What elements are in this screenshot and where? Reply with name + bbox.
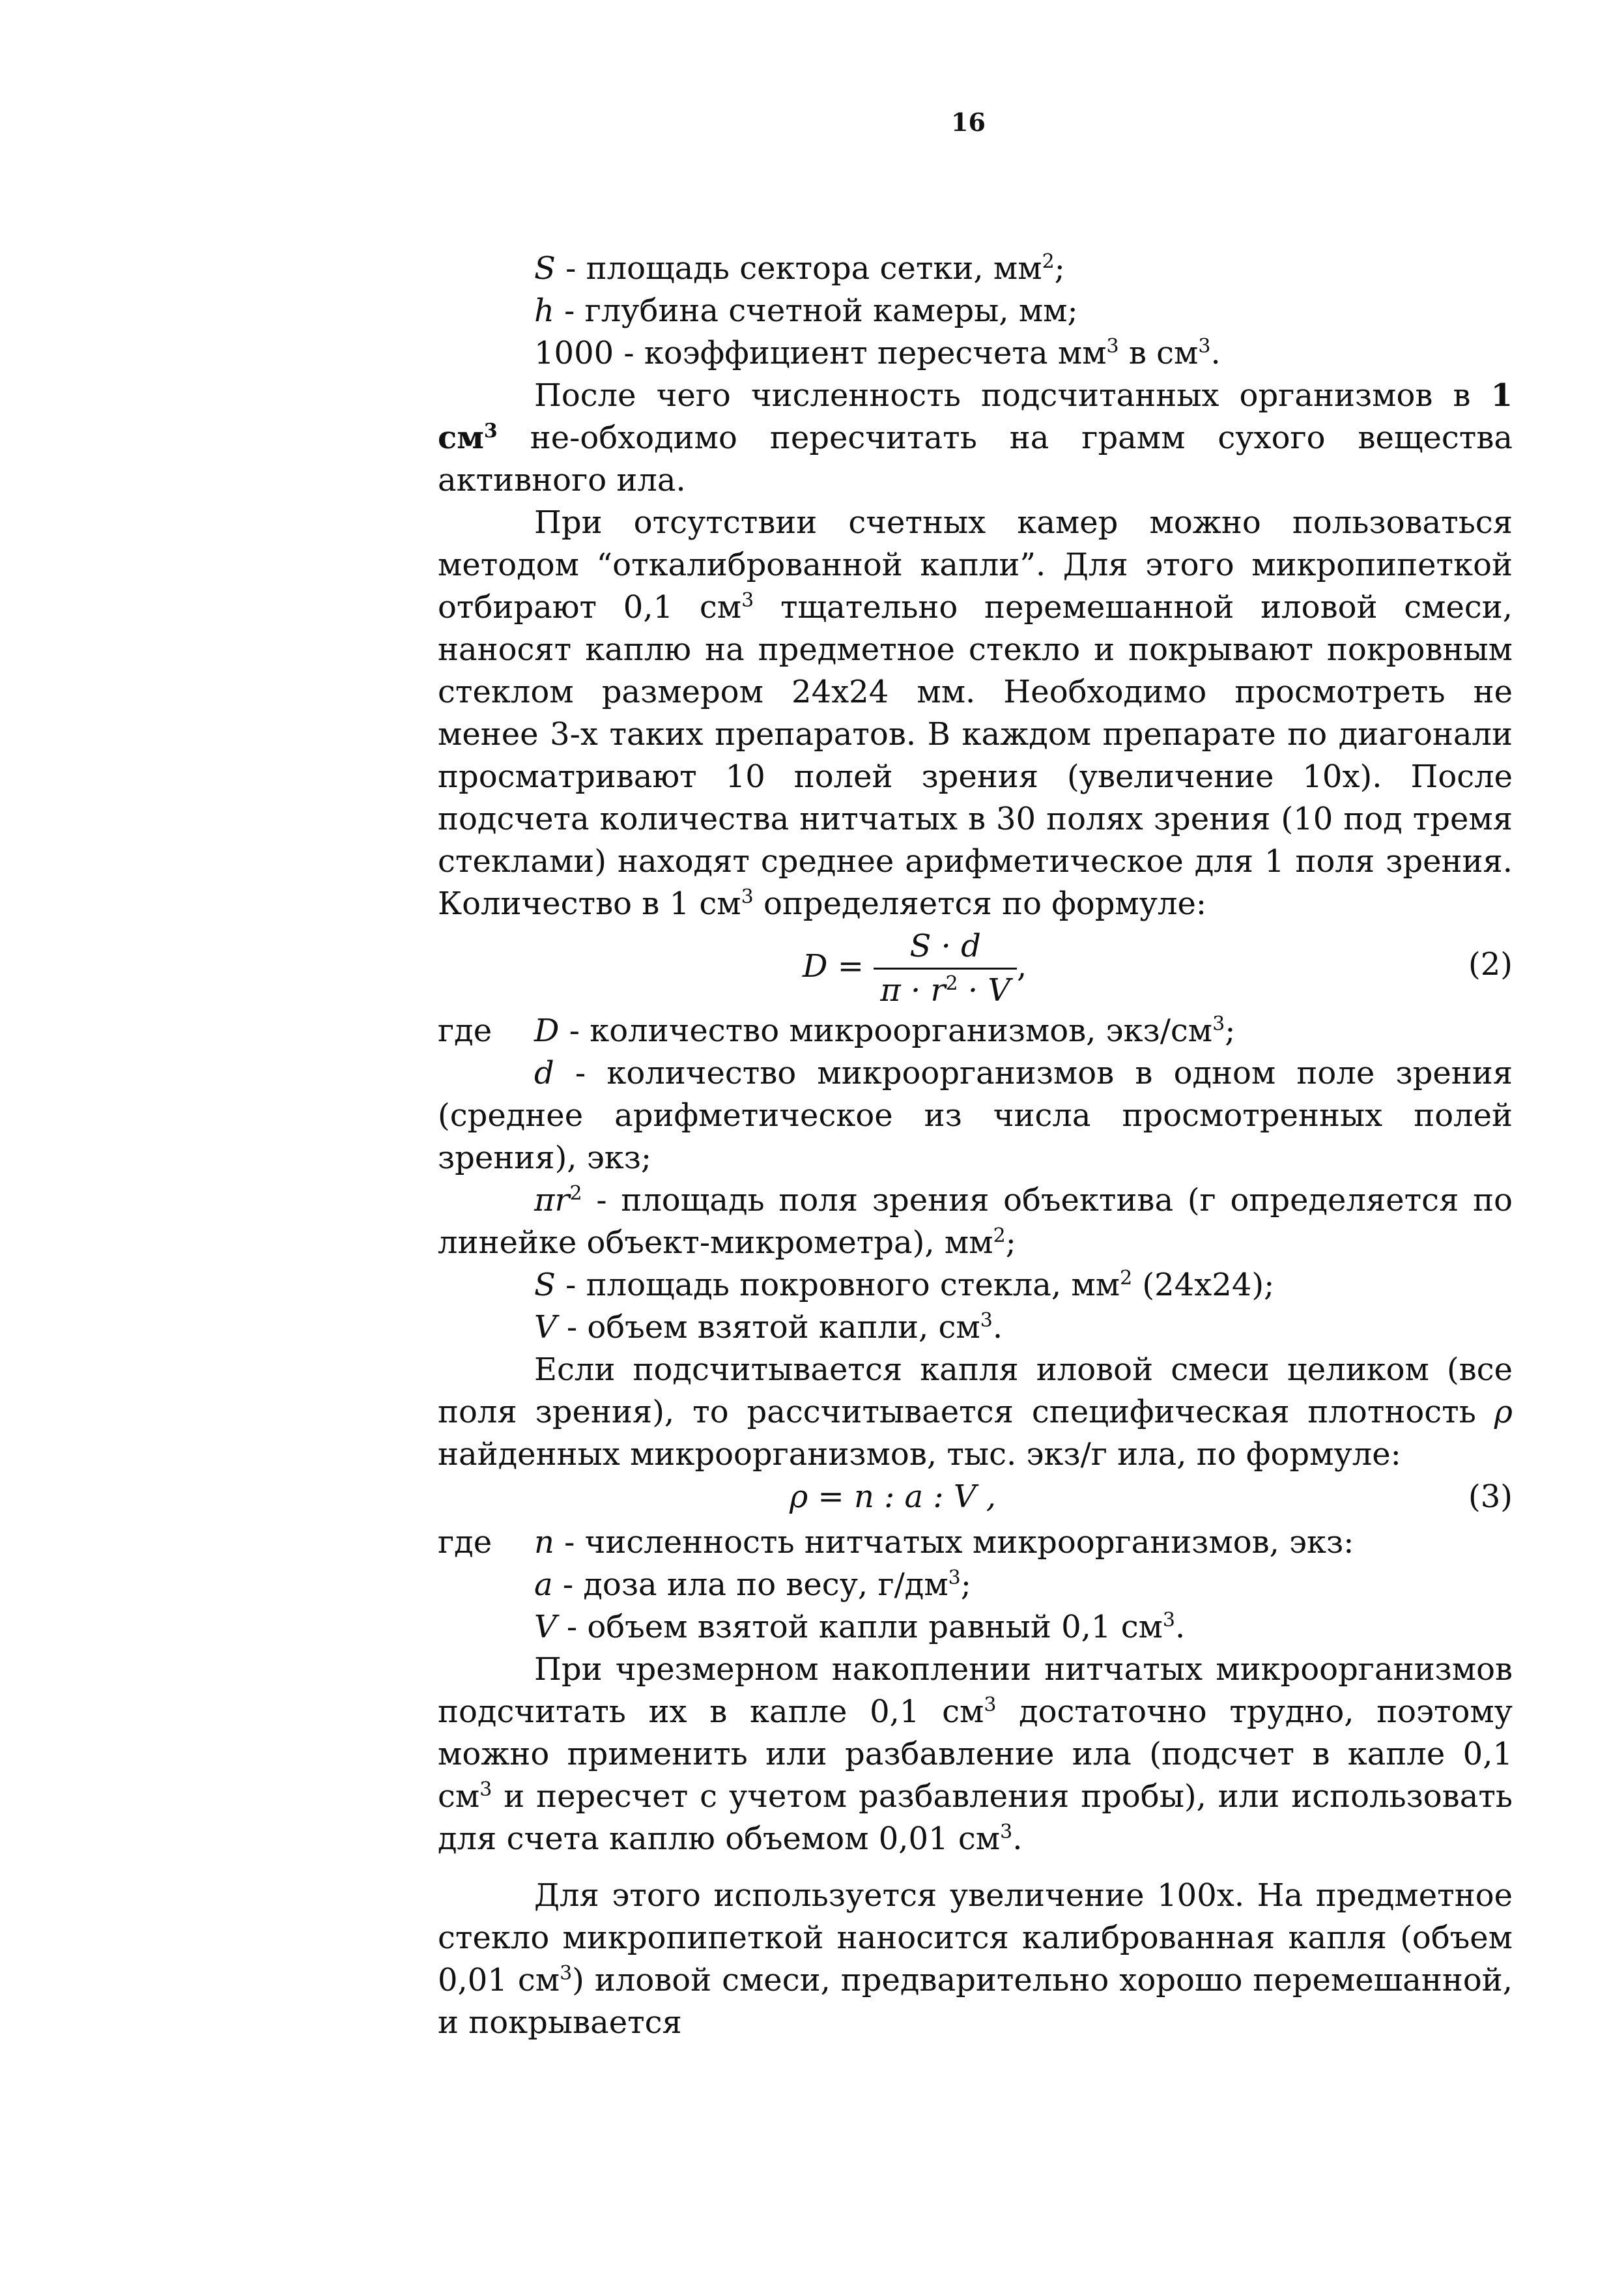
formula-3-expression: ρ = n : a : V , xyxy=(790,1478,997,1515)
paragraph-3: Если подсчитывается капля иловой смеси целиком (все поля зрения), то рассчитывается специфическая плотность ρ найденных микроорганизмов, тыс. экз/г ила, по формуле: xyxy=(438,1351,1513,1473)
line-h: h - глубина счетной камеры, мм; xyxy=(534,293,1078,329)
formula-2-denominator: $\pi \cdot r^2 \cdot V$ xyxy=(880,972,1011,1009)
paragraph-1: После чего численность подсчитанных организмов в 1 $см^3$ не-обходимо пересчитать на грамм сухого вещества активного ила. xyxy=(438,377,1513,498)
definitions-2 xyxy=(438,1010,1513,1052)
where-word: где xyxy=(438,1524,492,1561)
page-number: 16 xyxy=(951,108,986,137)
page-text xyxy=(438,248,1513,2044)
def-D: D - количество микроорганизмов, экз/$см^3$; xyxy=(534,1013,1236,1049)
def-V: V - объем взятой капли, $см^3$. xyxy=(534,1309,1003,1346)
formula-2-label: (2) xyxy=(1468,946,1513,983)
where-word: где xyxy=(438,1013,492,1049)
formula-2-numerator: S · d xyxy=(874,925,1017,970)
def-S: S - площадь покровного стекла, $мм^2$ (24х24); xyxy=(534,1267,1275,1303)
formula-3 xyxy=(438,1476,1513,1521)
def-a: a - доза ила по весу, $г/дм^3$; xyxy=(534,1566,971,1603)
def-n: n - численность нитчатых микроорганизмов, экз: xyxy=(534,1524,1354,1561)
definitions-3 xyxy=(438,1521,1513,1564)
formula-3-label: (3) xyxy=(1468,1478,1513,1515)
paragraph-2: При отсутствии счетных камер можно пользоваться методом “откалиброванной капли”. Для этого микропипеткой отбирают 0,1 $см^3$ тщательно перемешанной иловой смеси, наносят каплю на предметное стекло и покрывают покровным стеклом размером 24х24 мм. Необходимо просмотреть не менее 3-х таких препаратов. В каждом препарате по диагонали просматривают 10 полей зрения (увеличение 10х). После подсчета количества нитчатых в 30 полях зрения (10 под тремя стеклами) находят среднее арифметическое для 1 поля зрения. Количество в 1 $см^3$ определяется по формуле: xyxy=(438,504,1513,922)
formula-2 xyxy=(438,925,1513,1010)
paragraph-5: Для этого используется увеличение 100х. На предметное стекло микропипеткой наносится калиброванная капля (объем 0,01 $см^3$) иловой смеси, предварительно хорошо перемешанной, и покрывается xyxy=(438,1877,1513,2041)
formula-2-fraction xyxy=(874,925,1017,1012)
def-pr: $\pi r^2$ - площадь поля зрения объектива (г определяется по линейке объект-микрометра), $мм^2$; xyxy=(438,1182,1513,1261)
paragraph-4: При чрезмерном накоплении нитчатых микроорганизмов подсчитать их в капле 0,1 $см^3$ достаточно трудно, поэтому можно применить или разбавление ила (подсчет в капле 0,1 $см^3$ и пересчет с учетом разбавления пробы), или использовать для счета каплю объемом 0,01 $см^3$. xyxy=(438,1651,1513,1857)
line-s-sector: S - площадь сектора сетки, $мм^2$; xyxy=(534,250,1065,287)
def-d: d - количество микроорганизмов в одном поле зрения (среднее арифметическое из числа просмотренных полей зрения), экз; xyxy=(438,1055,1513,1176)
line-1000: 1000 - коэффициент пересчета $мм^3$ в $см^3$. xyxy=(534,335,1221,371)
def-V-drop: V - объем взятой капли равный 0,1 $см^3$. xyxy=(534,1609,1186,1645)
formula-2-expression: D = $\frac{S \cdot d}{\pi \cdot r^2 \cdot V}$ , xyxy=(803,925,1027,1012)
